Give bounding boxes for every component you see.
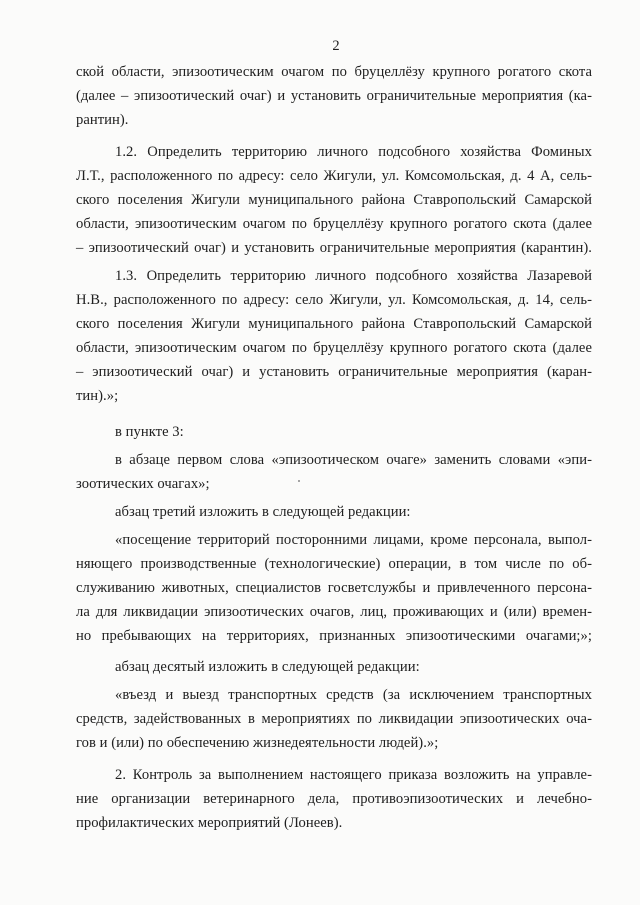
text-line: средств, задействованных в мероприятиях по ликвидации эпизоотических оча- xyxy=(76,711,592,727)
text-line: служиванию животных, специалистов госветслужбы и привлеченного персона- xyxy=(76,580,592,596)
page-number: 2 xyxy=(332,38,340,54)
text-line: ние организации ветеринарного дела, противоэпизоотических и лечебно- xyxy=(76,791,592,807)
text-line: – эпизоотический очаг) и установить ограничительные мероприятия (карантин). xyxy=(76,240,592,256)
text-line: ского поселения Жигули муниципального района Ставропольский Самарской xyxy=(76,316,592,332)
text-line: гов и (или) по обеспечению жизнедеятельности людей).»; xyxy=(76,735,439,751)
text-line: няющего производственные (технологические) операции, в том числе по об- xyxy=(76,556,592,572)
text-line: Н.В., расположенного по адресу: село Жигули, ул. Комсомольская, д. 14, сель- xyxy=(76,292,592,308)
scan-speck xyxy=(298,480,300,482)
text-line: «въезд и выезд транспортных средств (за исключением транспортных xyxy=(115,687,592,703)
text-line: «посещение территорий посторонними лицами, кроме персонала, выпол- xyxy=(115,532,592,548)
text-line: но пребывающих на территориях, признанных эпизоотическими очагами;»; xyxy=(76,628,592,644)
text-line: Л.Т., расположенного по адресу: село Жигули, ул. Комсомольская, д. 4 А, сель- xyxy=(76,168,592,184)
text-line: ской области, эпизоотическим очагом по бруцеллёзу крупного рогатого скота xyxy=(76,64,592,80)
text-line: 1.2. Определить территорию личного подсобного хозяйства Фоминых xyxy=(115,144,592,160)
text-line: 1.3. Определить территорию личного подсобного хозяйства Лазаревой xyxy=(115,268,592,284)
text-line: абзац десятый изложить в следующей редакции: xyxy=(115,659,420,675)
text-line: ла для ликвидации эпизоотических очагов, лиц, проживающих и (или) времен- xyxy=(76,604,592,620)
text-line: области, эпизоотическим очагом по бруцеллёзу крупного рогатого скота (далее xyxy=(76,216,592,232)
text-line: 2. Контроль за выполнением настоящего приказа возложить на управле- xyxy=(115,767,592,783)
text-line: в абзаце первом слова «эпизоотическом очаге» заменить словами «эпи- xyxy=(115,452,592,468)
text-line: в пункте 3: xyxy=(115,424,184,440)
text-line: – эпизоотический очаг) и установить ограничительные мероприятия (каран- xyxy=(76,364,592,380)
text-line: области, эпизоотическим очагом по бруцеллёзу крупного рогатого скота (далее xyxy=(76,340,592,356)
text-line: (далее – эпизоотический очаг) и установить ограничительные мероприятия (ка- xyxy=(76,88,592,104)
text-line: ского поселения Жигули муниципального района Ставропольский Самарской xyxy=(76,192,592,208)
text-line: профилактических мероприятий (Лонеев). xyxy=(76,815,343,831)
text-line: абзац третий изложить в следующей редакции: xyxy=(115,504,411,520)
text-line: зоотических очагах»; xyxy=(76,476,210,492)
text-line: тин).»; xyxy=(76,388,119,404)
text-line: рантин). xyxy=(76,112,129,128)
